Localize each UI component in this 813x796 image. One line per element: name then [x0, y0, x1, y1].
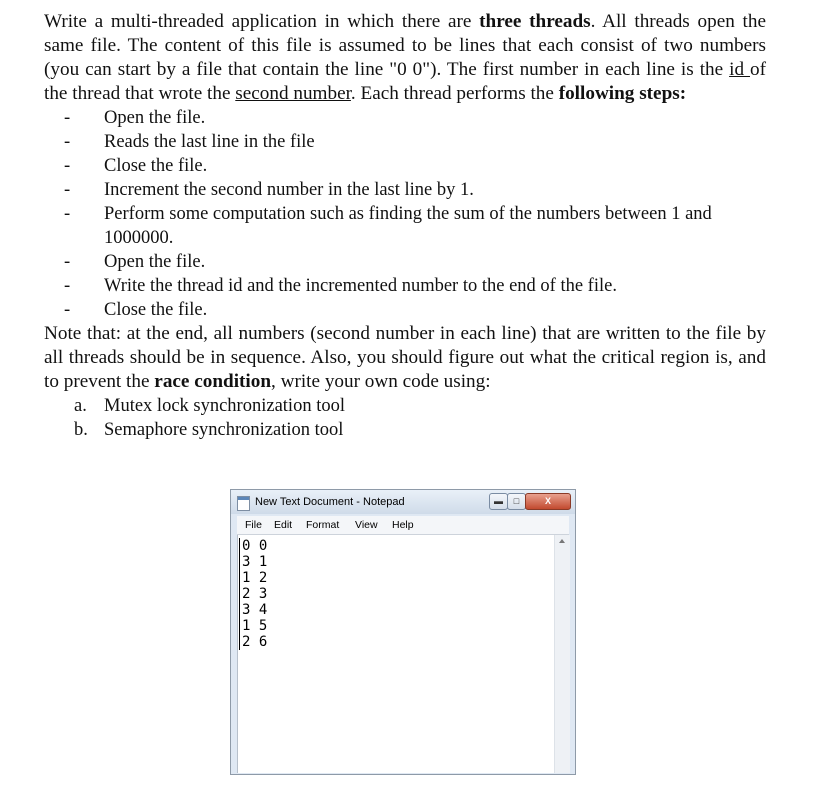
file-line: 2 3: [242, 586, 268, 602]
note-text-2: , write your own code using:: [271, 371, 491, 392]
file-line: 1 5: [242, 618, 268, 634]
tool-text: Semaphore synchronization tool: [104, 420, 344, 440]
step-text: Open the file.: [104, 108, 206, 128]
scroll-up-arrow-icon[interactable]: [559, 539, 565, 543]
step-item: - Increment the second number in the last line by 1.: [64, 180, 474, 200]
intro-underline-second-number: second number: [235, 83, 351, 104]
intro-bold-three-threads: three threads: [479, 11, 591, 32]
step-item: - Perform some computation such as finding the sum of the numbers between 1 and 1000000.: [64, 204, 712, 248]
step-text: Close the file.: [104, 300, 208, 320]
step-item: - Open the file.: [64, 108, 206, 128]
tool-item-mutex: [44, 394, 766, 418]
note-text-1: Note that: at the end, all numbers (second number in each line) that are written to the file by all threads should be in sequence. Also, you should figure out what the critical region is, and to prevent the: [44, 323, 766, 392]
tool-text: Mutex lock synchronization tool: [104, 396, 345, 416]
menu-format[interactable]: Format: [306, 519, 340, 531]
file-line: 1 2: [242, 570, 268, 586]
intro-text-1: Write a multi-threaded application in which there are: [44, 11, 480, 32]
notepad-title: New Text Document - Notepad: [255, 496, 405, 508]
menu-view[interactable]: View: [355, 519, 378, 531]
step-item: - Write the thread id and the incremented number to the end of the file.: [64, 276, 617, 296]
step-text: Perform some computation such as finding the sum of the numbers between 1 and 1000000.: [104, 204, 712, 248]
tool-item-semaphore: [44, 418, 766, 442]
notepad-title-bar[interactable]: [231, 490, 575, 514]
file-line: 3 4: [242, 602, 268, 618]
step-text: Open the file.: [104, 252, 206, 272]
steps-list: [44, 106, 766, 322]
file-line: 0 0: [242, 538, 268, 554]
close-button[interactable]: X: [525, 493, 571, 510]
tools-list: [44, 394, 766, 442]
notepad-app-icon: [237, 496, 250, 511]
text-caret: [239, 538, 240, 650]
intro-text-3: of the thread that wrote the: [44, 59, 766, 104]
document-body: [44, 10, 766, 442]
note-paragraph: [44, 322, 766, 394]
notepad-content: [242, 538, 267, 650]
step-item: - Reads the last line in the file: [64, 132, 315, 152]
menu-file[interactable]: File: [245, 519, 262, 531]
step-text: Write the thread id and the incremented number to the end of the file.: [104, 276, 617, 296]
notepad-text-area[interactable]: [237, 535, 570, 773]
step-item: - Close the file.: [64, 156, 208, 176]
vertical-scrollbar[interactable]: [554, 535, 570, 773]
file-line: 3 1: [242, 554, 268, 570]
menu-help[interactable]: Help: [392, 519, 414, 531]
menu-edit[interactable]: Edit: [274, 519, 293, 531]
maximize-button[interactable]: □: [507, 493, 526, 510]
step-text: Close the file.: [104, 156, 208, 176]
file-line: 2 6: [242, 634, 268, 650]
intro-bold-following-steps: following steps:: [558, 83, 687, 104]
tool-marker: b.: [74, 420, 88, 440]
step-item: - Close the file.: [64, 300, 208, 320]
intro-paragraph: [44, 10, 766, 106]
notepad-menu-bar: [237, 516, 569, 535]
note-bold-race-condition: race condition: [154, 371, 272, 392]
step-text: Reads the last line in the file: [104, 132, 315, 152]
intro-text-2: . All threads open the same file. The content of this file is assumed to be lines that each consist of two numbers (you can start by a file that contain the line "0 0"). The first number in each line is the: [44, 11, 766, 80]
step-text: Increment the second number in the last line by 1.: [104, 180, 474, 200]
intro-text-4: . Each thread performs the: [350, 83, 559, 104]
notepad-window: [230, 489, 576, 775]
intro-underline-id: id: [729, 59, 751, 80]
step-item: - Open the file.: [64, 252, 206, 272]
minimize-button[interactable]: ▬: [489, 493, 508, 510]
tool-marker: a.: [74, 396, 87, 416]
